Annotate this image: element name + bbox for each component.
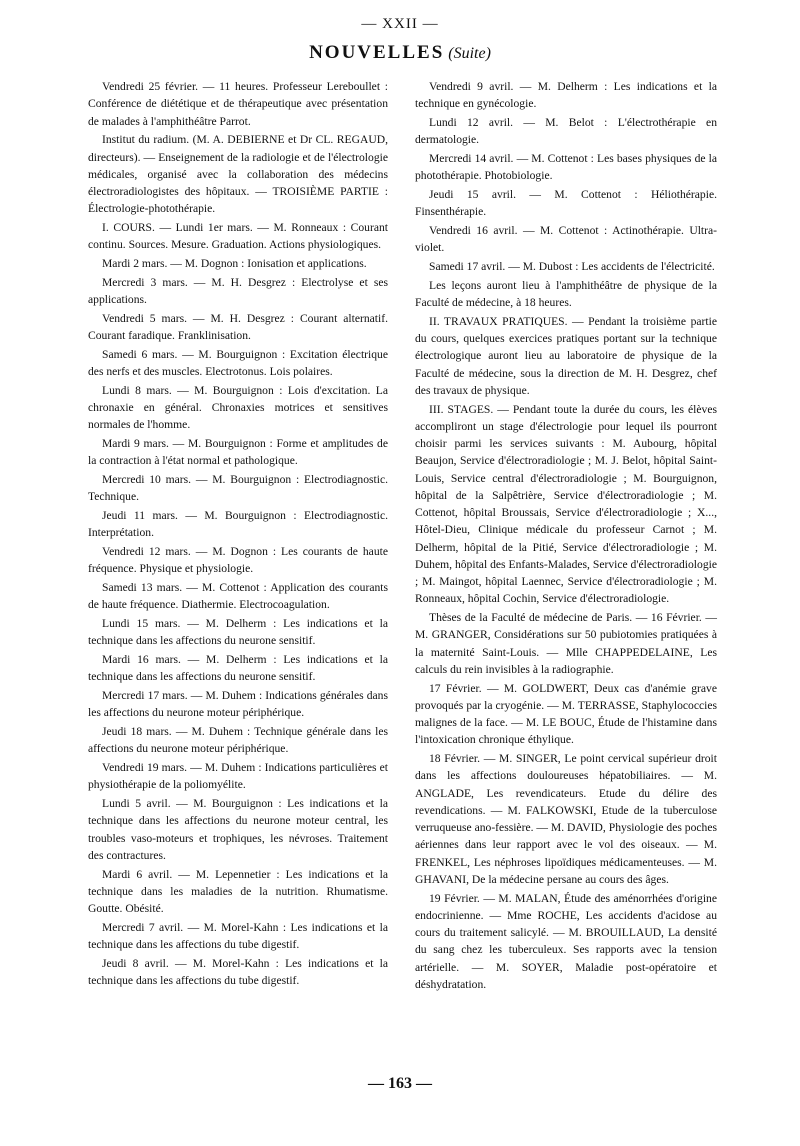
paragraph: Institut du radium. (M. A. DEBIERNE et Dr CL. REGAUD, directeurs). — Enseignement de la radiologie et de l'électrologie médicales, organisé avec la collaboration des médecins électroradiologistes des hôpitaux. — TROISIÈME PARTIE : Électrologie-photothérapie. (88, 133, 388, 216)
paragraph: Samedi 13 mars. — M. Cottenot : Application des courants de haute fréquence. Diathermie. Electrocoagulation. (88, 581, 388, 612)
paragraph: Mardi 9 mars. — M. Bourguignon : Forme et amplitudes de la contraction à l'état normal et pathologique. (88, 437, 388, 468)
paragraph: Mardi 6 avril. — M. Lepennetier : Les indications et la technique dans les maladies de la nutrition. Rhumatisme. Goutte. Obésité. (88, 867, 388, 915)
paragraph: Samedi 17 avril. — M. Dubost : Les accidents de l'électricité. (429, 260, 715, 273)
paragraph: Samedi 6 mars. — M. Bourguignon : Excitation électrique des nerfs et des muscles. Electrotonus. Lois polaires. (88, 347, 388, 378)
paragraph: Jeudi 11 mars. — M. Bourguignon : Electrodiagnostic. Interprétation. (88, 509, 388, 540)
paragraph: Mercredi 3 mars. — M. H. Desgrez : Electrolyse et ses applications. (88, 275, 388, 306)
section-title (0, 42, 800, 64)
paragraph: Thèses de la Faculté de médecine de Paris. — 16 Février. — M. GRANGER, Considérations sur 50 pubiotomies pratiquées à la maternité Saint-Louis. — Mlle CHAPPEDELAINE, Les calculs du rein invisibles à la radiographie. (415, 611, 717, 676)
paragraph: Mercredi 10 mars. — M. Bourguignon : Electrodiagnostic. Technique. (88, 473, 388, 504)
paragraph: Jeudi 8 avril. — M. Morel-Kahn : Les indications et la technique dans les affections du tube digestif. (88, 956, 388, 987)
page-number: — 163 — (368, 1075, 432, 1092)
paragraph: Lundi 5 avril. — M. Bourguignon : Les indications et la technique dans les affections du neurone moteur central, les troubles vaso-moteurs et trophiques, les névroses. Traitement des contractures. (88, 797, 388, 862)
paragraph: Vendredi 12 mars. — M. Dognon : Les courants de haute fréquence. Physique et physiologie. (88, 545, 388, 576)
left-column (88, 78, 388, 991)
paragraph: 17 Février. — M. GOLDWERT, Deux cas d'anémie grave provoqués par la cryogénie. — M. TERRASSE, Staphylococcies malignes de la face. — M. LE BOUC, Étude de l'histamine dans l'intoxication chronique éthylique. (415, 681, 717, 747)
paragraph: 19 Février. — M. MALAN, Étude des aménorrhées d'origine endocrinienne. — Mme ROCHE, Les accidents d'acidose au cours du traitement salicylé. — M. BROUILLAUD, La densité du sang chez les tuberculeux. Ses rapports avec la tension artérielle. — M. SOYER, Maladie post-opératoire et déshydratation. (415, 891, 717, 991)
paragraph: Mardi 2 mars. — M. Dognon : Ionisation et applications. (102, 257, 367, 270)
paragraph: Vendredi 16 avril. — M. Cottenot : Actinothérapie. Ultra-violet. (415, 224, 717, 255)
right-column (415, 78, 717, 995)
paragraph: I. COURS. — Lundi 1er mars. — M. Ronneaux : Courant continu. Sources. Mesure. Graduation. Actions physiologiques. (88, 221, 388, 252)
paragraph: Vendredi 5 mars. — M. H. Desgrez : Courant alternatif. Courant faradique. Franklinisation. (88, 311, 388, 342)
paragraph: 18 Février. — M. SINGER, Le point cervical supérieur droit dans les affections douloureuses hépatobiliaires. — M. ANGLADE, Les revendicateurs. Etude du délire des revendications. — M. FALKOWSKI, Etude de la tuberculose verruqueuse ano-fessière. — M. DAVID, Physiologie des poches aériennes dans leur rapport avec le vol des oiseaux. — M. FRENKEL, Les néphroses lipoïdiques médicamenteuses. — M. GHAVANI, De la médecine persane au cours des âges. (415, 752, 717, 886)
paragraph: Lundi 12 avril. — M. Belot : L'électrothérapie en dermatologie. (415, 116, 717, 147)
paragraph: Les leçons auront lieu à l'amphithéâtre de physique de la Faculté de médecine, à 18 heures. (415, 278, 717, 309)
paragraph: Mercredi 14 avril. — M. Cottenot : Les bases physiques de la photothérapie. Photobiologie. (415, 152, 717, 183)
paragraph: Vendredi 19 mars. — M. Duhem : Indications particulières et physiothérapie de la poliomyélite. (88, 761, 388, 792)
roman-page-header: — XXII — (361, 16, 439, 32)
paragraph: Mercredi 7 avril. — M. Morel-Kahn : Les indications et la technique dans les affections du tube digestif. (88, 920, 388, 951)
paragraph: Lundi 8 mars. — M. Bourguignon : Lois d'excitation. La chronaxie en général. Chronaxies motrices et sensitives normales de l'homme. (88, 383, 388, 432)
paragraph: Jeudi 18 mars. — M. Duhem : Technique générale dans les affections du neurone moteur périphérique. (88, 725, 388, 756)
paragraph: Jeudi 15 avril. — M. Cottenot : Héliothérapie. Finsenthérapie. (415, 188, 717, 219)
paragraph: Mercredi 17 mars. — M. Duhem : Indications générales dans les affections du neurone moteur périphérique. (88, 689, 388, 720)
paragraph: Lundi 15 mars. — M. Delherm : Les indications et la technique dans les affections du neurone sensitif. (88, 617, 388, 648)
paragraph: Vendredi 9 avril. — M. Delherm : Les indications et la technique en gynécologie. (415, 80, 717, 111)
section-title-main: NOUVELLES (309, 42, 445, 63)
paragraph: II. TRAVAUX PRATIQUES. — Pendant la troisième partie du cours, quelques exercices pratiques portant sur la technique électrologique auront lieu au laboratoire de physique de la Faculté de médecine, sous la direction de M. H. Desgrez, chef des travaux de physique. (415, 314, 717, 397)
section-title-suite: (Suite) (448, 45, 491, 62)
paragraph: Mardi 16 mars. — M. Delherm : Les indications et la technique dans les affections du neurone sensitif. (88, 653, 388, 684)
paragraph: III. STAGES. — Pendant toute la durée du cours, les élèves accompliront un stage d'électrologie pour lequel ils pourront choisir parmi les services suivants : M. Aubourg, hôpital Beaujon, Service d'électroradiologie ; M. J. Belot, hôpital Saint-Louis, Service central d'électroradiologie ; M. Bourguignon, hôpital de la Salpêtrière, Service d'électroradiologie ; M. Cottenot, hôpital Broussais, Service d'électroradiologie ; X..., Hôtel-Dieu, Clinique médicale du professeur Carnot ; M. Delherm, hôpital de la Pitié, Service d'électroradiologie ; M. Duhem, hôpital des Enfants-Malades, Service d'électroradiologie ; M. Maingot, hôpital Laennec, Service d'électroradiologie ; M. Ronneaux, hôpital Cochin, Service d'électroradiologie. (415, 402, 717, 606)
paragraph: Vendredi 25 février. — 11 heures. Professeur Lereboullet : Conférence de diététique et de thérapeutique avec présentation de malades à l'amphithéâtre Parrot. (88, 80, 388, 128)
